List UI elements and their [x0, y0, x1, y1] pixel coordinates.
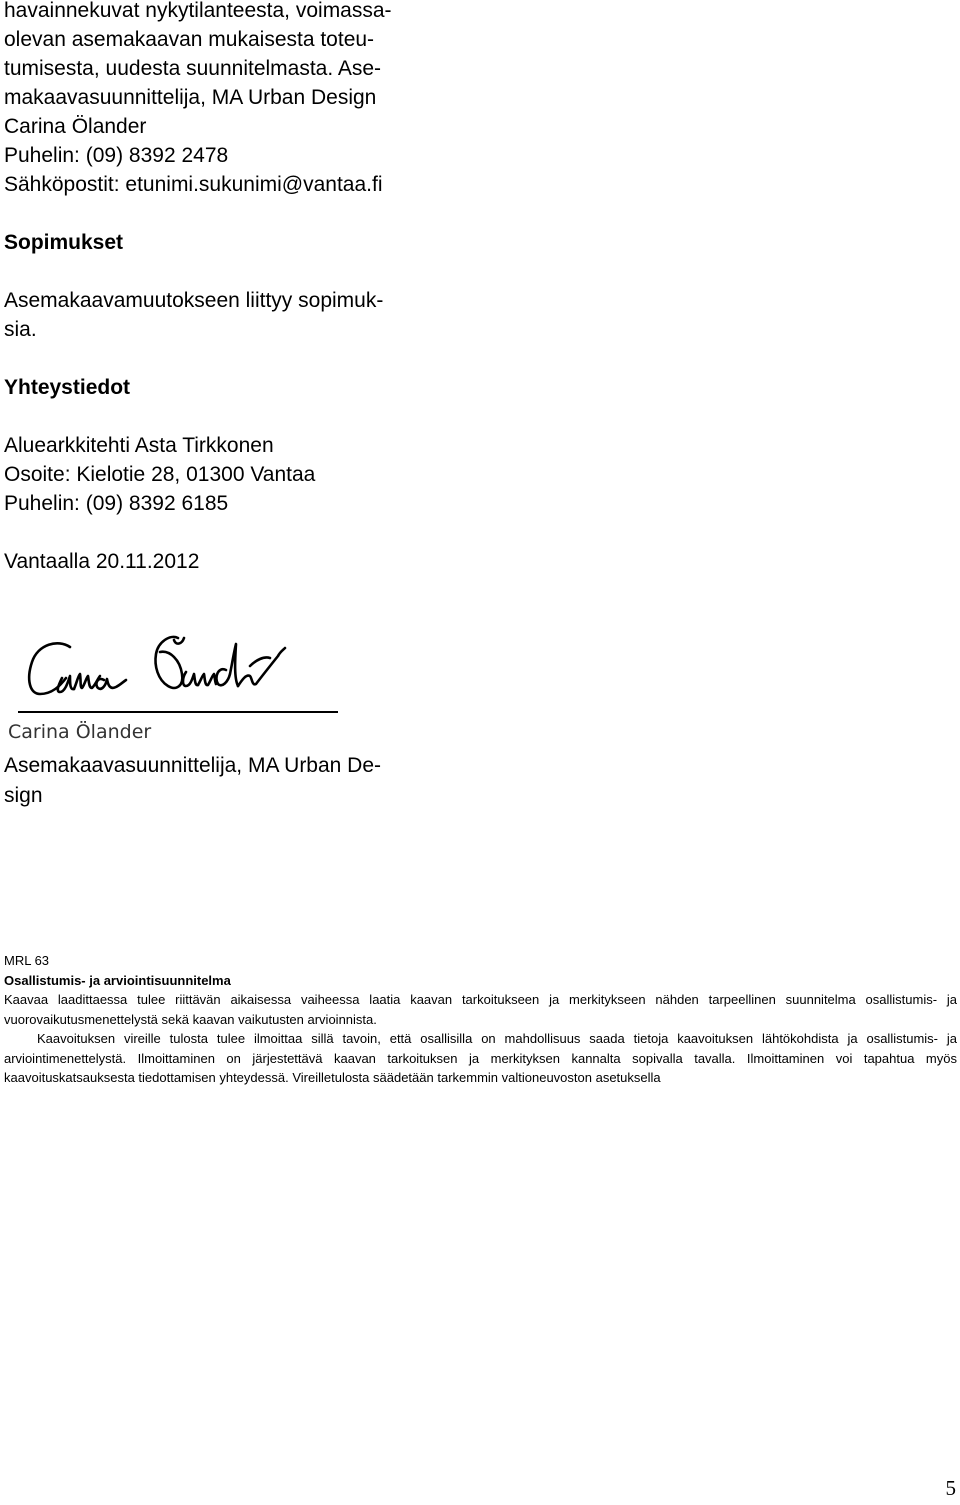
page-number: 5 — [945, 1476, 956, 1500]
contacts-heading: Yhteystiedot — [4, 376, 131, 399]
main-column — [4, 0, 454, 576]
signer-name: Carina Ölander — [8, 721, 152, 743]
place-date: Vantaalla 20.11.2012 — [4, 550, 200, 573]
footnote-heading: Osallistumis- ja arviointisuunnitelma — [4, 973, 231, 988]
footnote-reference: MRL 63 — [4, 953, 50, 968]
contracts-heading: Sopimukset — [4, 231, 124, 254]
footnote-paragraph-2: Kaavoituksen vireille tulosta tulee ilmoittaa sillä tavoin, että osallisilla on mahdollisuus saada tietoja kaavoituksen lähtökohdista ja osallistumis- ja arviointimenettelystä. Ilmoittaminen on järjestettävä kaavan tarkoituksen ja merkityksen kannalta sopivalla tavalla. Ilmoittaminen voi tapahtua myös kaavoituskatsauksesta tiedottamisen yhteydessä. Vireilletulosta säädetään tarkemmin valtioneuvoston asetuksella — [4, 1031, 957, 1085]
footnote-body — [4, 990, 957, 1088]
intro-text: havainnekuvat nykytilanteesta, voimassa- olevan asemakaavan mukaisesta toteu- tumisesta, uudesta suunnitelmasta. Ase- makaavasuunnittelija, MA Urban Design Carina Ölander Puhelin: (09) 8392 2478 Sähköpostit: etunimi.sukunimi@vantaa.fi — [4, 0, 392, 196]
footnote-paragraph-1: Kaavaa laadittaessa tulee riittävän aikaisessa vaiheessa laatia kaavan tarkoitukseen ja merkitykseen nähden tarpeellinen suunnitelma osallistumis- ja vuorovaikutusmenettelystä sekä kaavan vaikutusten arvioinnista. — [4, 992, 957, 1027]
signer-title: Asemakaavasuunnittelija, MA Urban De- sign — [4, 754, 382, 807]
contacts-text: Aluearkkitehti Asta Tirkkonen Osoite: Kielotie 28, 01300 Vantaa Puhelin: (09) 8392 6185 — [4, 434, 316, 515]
contracts-text: Asemakaavamuutokseen liittyy sopimuk- sia. — [4, 289, 384, 341]
